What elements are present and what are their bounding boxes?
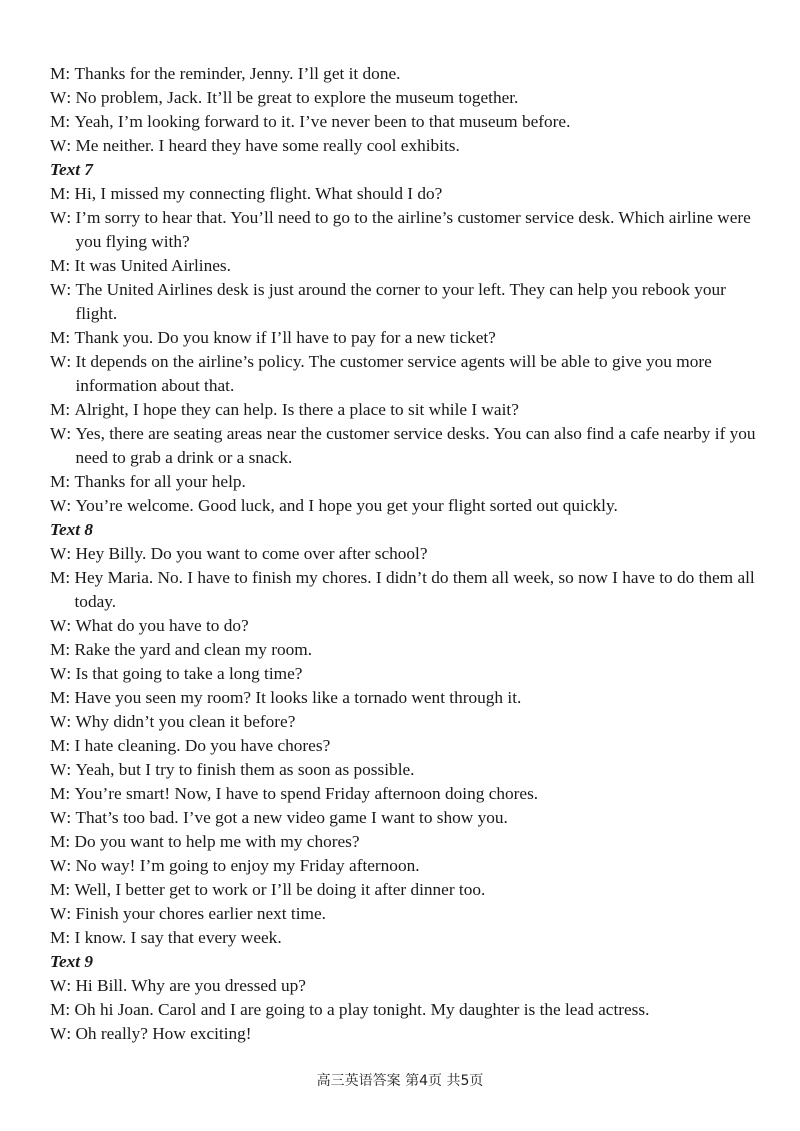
dialogue-line — [50, 422, 765, 470]
speaker-label: M — [50, 400, 66, 419]
speaker-colon: : — [66, 1024, 76, 1043]
utterance-text: No problem, Jack. It’ll be great to explore the museum together. — [75, 88, 519, 107]
dialogue-line — [50, 902, 765, 926]
dialogue-line — [50, 734, 765, 758]
speaker-colon: : — [65, 112, 75, 131]
speaker-label: M — [50, 1000, 66, 1019]
utterance-text: It was United Airlines. — [74, 256, 231, 275]
speaker-colon: : — [65, 256, 75, 275]
speaker-label: M — [50, 112, 66, 131]
speaker-label: W — [50, 424, 67, 443]
speaker-label: W — [50, 856, 67, 875]
speaker-label: M — [50, 64, 66, 83]
speaker-colon: : — [66, 544, 76, 563]
speaker-colon: : — [66, 88, 76, 107]
speaker-colon: : — [65, 328, 75, 347]
section-heading: Text 8 — [50, 520, 94, 539]
dialogue-line — [50, 662, 765, 686]
speaker-colon: : — [66, 136, 76, 155]
utterance-text: Thanks for the reminder, Jenny. I’ll get it done. — [74, 64, 401, 83]
utterance-text: Yeah, I’m looking forward to it. I’ve never been to that museum before. — [74, 112, 571, 131]
utterance-text: Oh really? How exciting! — [75, 1024, 252, 1043]
speaker-label: M — [50, 256, 66, 275]
dialogue-line — [50, 998, 765, 1022]
speaker-colon: : — [65, 832, 75, 851]
speaker-colon: : — [65, 64, 75, 83]
utterance-text: Well, I better get to work or I’ll be doing it after dinner too. — [74, 880, 486, 899]
speaker-label: W — [50, 88, 67, 107]
speaker-colon: : — [66, 808, 76, 827]
speaker-label: M — [50, 832, 66, 851]
speaker-colon: : — [65, 640, 75, 659]
utterance-text: Rake the yard and clean my room. — [74, 640, 313, 659]
speaker-label: M — [50, 184, 66, 203]
speaker-colon: : — [65, 688, 75, 707]
speaker-colon: : — [66, 904, 76, 923]
speaker-colon: : — [65, 184, 75, 203]
speaker-label: W — [50, 280, 67, 299]
utterance-text: Thanks for all your help. — [74, 472, 246, 491]
utterance-text: Yeah, but I try to finish them as soon as possible. — [75, 760, 415, 779]
speaker-label: W — [50, 808, 67, 827]
speaker-label: W — [50, 1024, 67, 1043]
utterance-text: It depends on the airline’s policy. The customer service agents will be able to give you more information about that. — [75, 352, 712, 395]
utterance-text: Oh hi Joan. Carol and I are going to a play tonight. My daughter is the lead actress. — [74, 1000, 650, 1019]
speaker-colon: : — [66, 616, 76, 635]
utterance-text: Hi Bill. Why are you dressed up? — [75, 976, 306, 995]
utterance-text: You’re smart! Now, I have to spend Friday afternoon doing chores. — [74, 784, 539, 803]
dialogue-line — [50, 854, 765, 878]
dialogue-line — [50, 782, 765, 806]
dialogue-line — [50, 350, 765, 398]
speaker-colon: : — [66, 424, 76, 443]
dialogue-section — [50, 62, 765, 158]
dialogue-line — [50, 110, 765, 134]
dialogue-line — [50, 710, 765, 734]
dialogue-line — [50, 206, 765, 254]
dialogue-line — [50, 182, 765, 206]
utterance-text: I’m sorry to hear that. You’ll need to go to the airline’s customer service desk. Which airline were you flying with? — [75, 208, 751, 251]
speaker-label: M — [50, 784, 66, 803]
utterance-text: I hate cleaning. Do you have chores? — [74, 736, 331, 755]
dialogue-line — [50, 398, 765, 422]
speaker-colon: : — [65, 472, 75, 491]
utterance-text: Hey Maria. No. I have to finish my chores. I didn’t do them all week, so now I have to do them all today. — [74, 568, 755, 611]
utterance-text: The United Airlines desk is just around the corner to your left. They can help you rebook your flight. — [75, 280, 726, 323]
dialogue-line — [50, 638, 765, 662]
speaker-colon: : — [66, 496, 76, 515]
dialogue-line — [50, 758, 765, 782]
utterance-text: Do you want to help me with my chores? — [74, 832, 360, 851]
speaker-label: M — [50, 640, 66, 659]
speaker-label: W — [50, 208, 67, 227]
speaker-label: W — [50, 544, 67, 563]
speaker-colon: : — [66, 712, 76, 731]
speaker-label: W — [50, 616, 67, 635]
dialogue-line — [50, 878, 765, 902]
transcript-page — [50, 62, 765, 1046]
speaker-colon: : — [65, 880, 75, 899]
dialogue-line — [50, 566, 765, 614]
dialogue-line — [50, 494, 765, 518]
speaker-label: W — [50, 760, 67, 779]
dialogue-line — [50, 542, 765, 566]
utterance-text: You’re welcome. Good luck, and I hope you get your flight sorted out quickly. — [75, 496, 618, 515]
speaker-colon: : — [66, 856, 76, 875]
speaker-label: M — [50, 328, 66, 347]
speaker-colon: : — [65, 1000, 75, 1019]
dialogue-line — [50, 326, 765, 350]
speaker-colon: : — [66, 664, 76, 683]
utterance-text: Finish your chores earlier next time. — [75, 904, 326, 923]
speaker-label: M — [50, 880, 66, 899]
speaker-colon: : — [66, 280, 76, 299]
dialogue-section — [50, 158, 765, 518]
dialogue-line — [50, 86, 765, 110]
speaker-colon: : — [65, 400, 75, 419]
dialogue-section — [50, 518, 765, 950]
speaker-colon: : — [65, 928, 75, 947]
speaker-label: M — [50, 472, 66, 491]
dialogue-line — [50, 470, 765, 494]
speaker-label: M — [50, 688, 66, 707]
dialogue-line — [50, 830, 765, 854]
dialogue-line — [50, 134, 765, 158]
utterance-text: Have you seen my room? It looks like a tornado went through it. — [74, 688, 522, 707]
page-footer: 高三英语答案 第4页 共5页 — [316, 1073, 484, 1089]
utterance-text: No way! I’m going to enjoy my Friday afternoon. — [75, 856, 420, 875]
utterance-text: Why didn’t you clean it before? — [75, 712, 296, 731]
speaker-label: W — [50, 352, 67, 371]
dialogue-line — [50, 278, 765, 326]
dialogue-line — [50, 614, 765, 638]
dialogue-line — [50, 974, 765, 998]
speaker-label: M — [50, 568, 66, 587]
dialogue-line — [50, 806, 765, 830]
dialogue-line — [50, 254, 765, 278]
speaker-label: W — [50, 976, 67, 995]
speaker-label: W — [50, 712, 67, 731]
utterance-text: Thank you. Do you know if I’ll have to pay for a new ticket? — [74, 328, 496, 347]
speaker-label: M — [50, 736, 66, 755]
utterance-text: I know. I say that every week. — [74, 928, 282, 947]
speaker-colon: : — [66, 760, 76, 779]
section-heading: Text 7 — [50, 160, 94, 179]
dialogue-line — [50, 686, 765, 710]
speaker-label: M — [50, 928, 66, 947]
speaker-label: W — [50, 496, 67, 515]
speaker-colon: : — [66, 208, 76, 227]
speaker-colon: : — [66, 352, 76, 371]
dialogue-line — [50, 62, 765, 86]
utterance-text: Alright, I hope they can help. Is there a place to sit while I wait? — [74, 400, 519, 419]
speaker-label: W — [50, 904, 67, 923]
utterance-text: Hey Billy. Do you want to come over after school? — [75, 544, 428, 563]
dialogue-section — [50, 950, 765, 1046]
dialogue-line — [50, 926, 765, 950]
speaker-colon: : — [66, 976, 76, 995]
utterance-text: Yes, there are seating areas near the customer service desks. You can also find a cafe nearby if you need to grab a drink or a snack. — [75, 424, 756, 467]
utterance-text: Is that going to take a long time? — [75, 664, 303, 683]
speaker-colon: : — [65, 568, 75, 587]
section-heading: Text 9 — [50, 952, 94, 971]
speaker-colon: : — [65, 784, 75, 803]
speaker-label: W — [50, 664, 67, 683]
utterance-text: Hi, I missed my connecting flight. What should I do? — [74, 184, 443, 203]
speaker-label: W — [50, 136, 67, 155]
dialogue-line — [50, 1022, 765, 1046]
utterance-text: Me neither. I heard they have some really cool exhibits. — [75, 136, 460, 155]
utterance-text: What do you have to do? — [75, 616, 249, 635]
speaker-colon: : — [65, 736, 75, 755]
utterance-text: That’s too bad. I’ve got a new video game I want to show you. — [75, 808, 508, 827]
